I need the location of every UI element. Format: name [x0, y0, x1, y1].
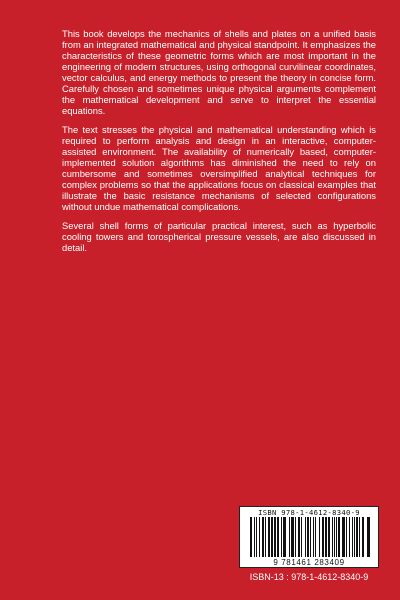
barcode-bar — [277, 517, 279, 557]
barcode-bar — [281, 517, 282, 557]
barcode-bar — [268, 517, 270, 557]
barcode-bar — [362, 517, 364, 557]
barcode-bar — [250, 517, 252, 557]
barcode-digits: 9 781461 283409 — [273, 558, 345, 567]
barcode-bar — [319, 517, 320, 557]
barcode-bar — [283, 517, 286, 557]
barcode-bar — [352, 517, 353, 557]
barcode-bar — [328, 517, 330, 557]
barcode-bar — [262, 517, 264, 557]
barcode-bar — [338, 517, 340, 557]
barcode-isbn-text: ISBN 978-1-4612-8340-9 — [258, 508, 360, 517]
barcode-bar — [356, 517, 358, 557]
barcode-bar — [325, 517, 327, 557]
barcode-bar — [291, 517, 294, 557]
barcode-bar — [346, 517, 347, 557]
barcode-bar — [354, 517, 355, 557]
barcode-label — [239, 506, 379, 568]
barcode-bar — [359, 517, 360, 557]
barcode-bar — [295, 517, 296, 557]
barcode-bar — [307, 517, 309, 557]
barcode-bar — [259, 517, 260, 557]
barcode-bar — [305, 517, 306, 557]
barcode-bar — [367, 517, 370, 557]
barcode-bar — [256, 517, 257, 557]
barcode-bar — [274, 517, 276, 557]
cover-blurb — [62, 28, 376, 261]
barcode-bar — [254, 517, 255, 557]
blurb-paragraph-3: Several shell forms of particular practical interest, such as hyperbolic cooling towers and torospherical pressure vessels, are also discussed in detail. — [62, 220, 376, 253]
barcode-bar — [313, 517, 314, 557]
barcode-bar — [349, 517, 350, 557]
barcode-bar — [336, 517, 337, 557]
barcode-bar — [332, 517, 333, 557]
barcode-bar — [265, 517, 266, 557]
barcode-bar — [310, 517, 311, 557]
blurb-paragraph-2: The text stresses the physical and mathematical understanding which is required to perform analysis and design in an interactive, computer-assisted environment. The availability of numerically based, computer-implemented solution algorithms has diminished the need to rely on cumbersome and sometimes oversimplified analytical techniques for complex problems so that the applications focus on classical examples that illustrate the basic resistance mechanisms of selected configurations without undue mathematical complications. — [62, 124, 376, 212]
barcode-bar — [334, 517, 335, 557]
blurb-paragraph-1: This book develops the mechanics of shells and plates on a unified basis from an integrated mathematical and physical standpoint. It emphasizes the characteristics of these geometric forms which are most important in the engineering of modern structures, using orthogonal curvilinear coordinates, vector calculus, and energy methods to present the theory in concise form. Carefully chosen and sometimes unique physical arguments complement the mathematical development and serve to interpret the essential equations. — [62, 28, 376, 116]
barcode-bar — [271, 517, 273, 557]
barcode-bar — [289, 517, 290, 557]
barcode-bar — [298, 517, 300, 557]
barcode-bar — [342, 517, 345, 557]
barcode-bar — [322, 517, 324, 557]
barcode-bar — [315, 517, 316, 557]
isbn-13: ISBN-13 : 978-1-4612-8340-9 — [249, 572, 369, 582]
barcode-bar — [301, 517, 302, 557]
barcode-icon — [246, 517, 372, 557]
